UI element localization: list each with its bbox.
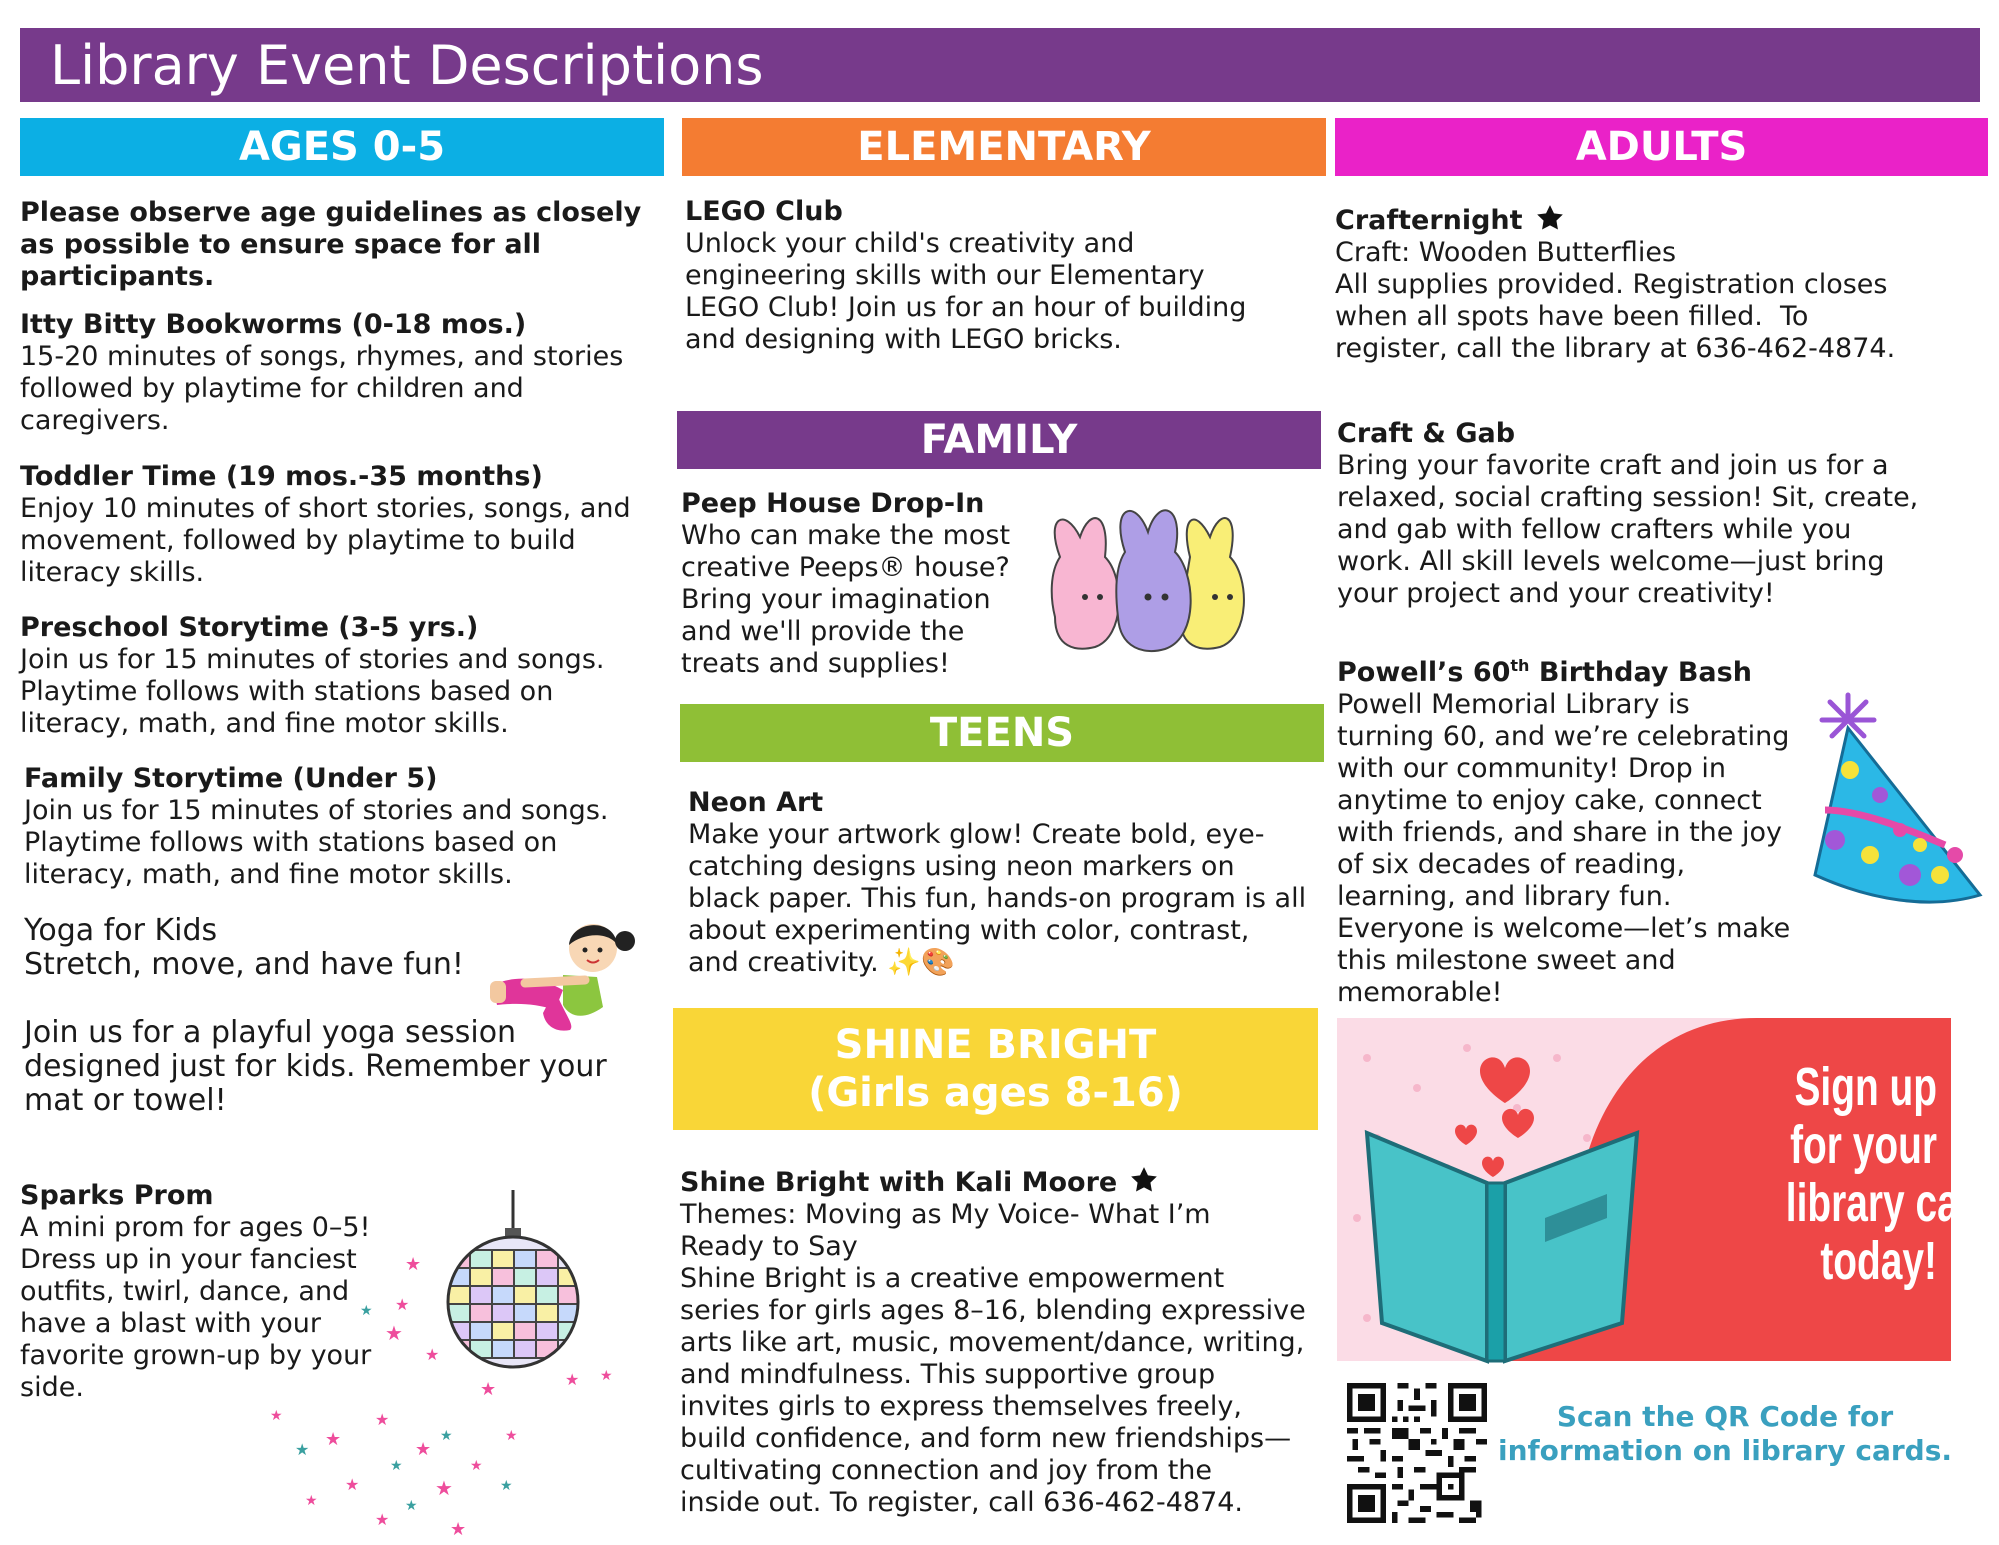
svg-text:★: ★ bbox=[345, 1475, 360, 1494]
qr-code-caption: Scan the QR Code for information on library cards. bbox=[1497, 1400, 1953, 1467]
event-itty-bitty: Itty Bitty Bookworms (0-18 mos.) 15-20 minutes of songs, rhymes, and stories followed by playtime for children and caregivers. bbox=[20, 309, 660, 437]
promo-text: Sign up for your library card today! bbox=[1785, 1057, 1998, 1291]
event-title: Neon Art bbox=[688, 787, 824, 818]
event-title: Peep House Drop-In bbox=[681, 488, 985, 519]
peeps-bunnies-illustration bbox=[1040, 497, 1285, 657]
event-title: Preschool Storytime (3-5 yrs.) bbox=[20, 612, 479, 643]
section-header-adults: ADULTS bbox=[1335, 118, 1988, 176]
party-hat-illustration bbox=[1810, 690, 1990, 910]
library-card-promo[interactable] bbox=[1337, 1018, 1998, 1361]
event-peep-house: Peep House Drop-In Who can make the most creative Peeps® house? Bring your imagination and we'll provide the treats and supplies! bbox=[681, 488, 1041, 680]
event-title: Crafternight bbox=[1335, 204, 1985, 237]
section-header-family: FAMILY bbox=[677, 411, 1321, 469]
age-guidelines-note: Please observe age guidelines as closely as possible to ensure space for all participants. bbox=[20, 197, 642, 292]
svg-text:★: ★ bbox=[375, 1410, 390, 1429]
yoga-girl-illustration bbox=[485, 915, 645, 1040]
event-family-storytime: Family Storytime (Under 5) Join us for 15 minutes of stories and songs. Playtime follows with stations based on literacy, math, and fine motor skills. bbox=[24, 763, 664, 891]
svg-text:★: ★ bbox=[295, 1440, 310, 1459]
svg-text:★: ★ bbox=[425, 1345, 440, 1364]
svg-text:★: ★ bbox=[395, 1295, 410, 1314]
section-header-ages: AGES 0-5 bbox=[20, 118, 664, 176]
svg-text:★: ★ bbox=[500, 1478, 513, 1494]
svg-text:★: ★ bbox=[505, 1428, 518, 1444]
event-title: Itty Bitty Bookworms (0-18 mos.) bbox=[20, 309, 527, 340]
event-craft-and-gab: Craft & Gab Bring your favorite craft and join us for a relaxed, social crafting session! Sit, create, and gab with fellow crafters while you work. All skill levels welcome—just bring your project and your creativity! bbox=[1337, 418, 1987, 610]
svg-text:★: ★ bbox=[360, 1303, 373, 1319]
svg-text:★: ★ bbox=[325, 1429, 342, 1450]
svg-text:★: ★ bbox=[305, 1493, 318, 1509]
page-title: Library Event Descriptions bbox=[50, 34, 764, 97]
event-toddler-time: Toddler Time (19 mos.-35 months) Enjoy 10 minutes of short stories, songs, and movement, followed by playtime to build literacy skills. bbox=[20, 461, 660, 589]
event-neon-art: Neon Art Make your artwork glow! Create bold, eye- catching designs using neon markers on black paper. This fun, hands-on program is all about experimenting with color, contrast, and creativity. ✨🎨 bbox=[688, 787, 1328, 979]
svg-text:★: ★ bbox=[600, 1368, 613, 1384]
star-icon bbox=[1535, 204, 1565, 232]
event-birthday-bash: Powell’s 60th Birthday Bash Powell Memorial Library is turning 60, and we’re celebrating with our community! Drop in anytime to enjoy cake, connect with friends, and share in the joy of six decades of reading, learning, and library fun. Everyone is welcome—let’s make this milestone sweet and memorable! bbox=[1337, 650, 1817, 1009]
svg-text:★: ★ bbox=[375, 1510, 390, 1529]
title-bar bbox=[20, 28, 1980, 102]
section-header-elementary: ELEMENTARY bbox=[682, 118, 1326, 176]
event-shine-bright: Shine Bright with Kali Moore Themes: Moving as My Voice- What I’m Ready to Say Shine Bright is a creative empowerment series for girls ages 8–16, blending expressive arts like art, music, movement/dance, writing, and mindfulness. This supportive group invites girls to express themselves freely, build confidence, and form new friendships— cultivating connection and joy from the inside out. To register, call 636-462-4874. bbox=[680, 1166, 1330, 1519]
svg-text:★: ★ bbox=[480, 1379, 497, 1400]
svg-text:★: ★ bbox=[270, 1408, 283, 1424]
event-preschool-storytime: Preschool Storytime (3-5 yrs.) Join us for 15 minutes of stories and songs. Playtime follows with stations based on literacy, math, and fine motor skills. bbox=[20, 612, 660, 740]
event-title: Toddler Time (19 mos.-35 months) bbox=[20, 461, 543, 492]
event-lego-club: LEGO Club Unlock your child's creativity and engineering skills with our Elementary LEGO Club! Join us for an hour of building and designing with LEGO bricks. bbox=[685, 196, 1325, 356]
star-icon bbox=[1129, 1166, 1159, 1194]
svg-text:★: ★ bbox=[390, 1458, 403, 1474]
svg-text:★: ★ bbox=[565, 1370, 580, 1389]
svg-text:★: ★ bbox=[405, 1254, 422, 1275]
svg-text:★: ★ bbox=[440, 1428, 453, 1444]
svg-text:★: ★ bbox=[405, 1498, 418, 1514]
event-title: LEGO Club bbox=[685, 196, 843, 227]
event-title: Shine Bright with Kali Moore bbox=[680, 1166, 1330, 1199]
svg-text:★: ★ bbox=[385, 1321, 403, 1345]
svg-text:★: ★ bbox=[415, 1439, 432, 1460]
event-crafternight: Crafternight Craft: Wooden Butterflies All supplies provided. Registration closes when all spots have been filled. To register, call the library at 636-462-4874. bbox=[1335, 204, 1985, 365]
event-yoga-for-kids: Yoga for Kids Stretch, move, and have fun! Join us for a playful yoga session designed just for kids. Remember your mat or towel! bbox=[24, 914, 664, 1118]
event-title: Powell’s 60th Birthday Bash bbox=[1337, 656, 1752, 688]
disco-ball-illustration bbox=[265, 1190, 625, 1540]
event-title: Family Storytime (Under 5) bbox=[24, 763, 438, 794]
event-title: Sparks Prom bbox=[20, 1180, 214, 1211]
qr-code[interactable] bbox=[1347, 1383, 1487, 1523]
svg-text:★: ★ bbox=[470, 1458, 483, 1474]
event-sparks-prom: Sparks Prom A mini prom for ages 0–5! Dress up in your fanciest outfits, twirl, dance, and have a blast with your favorite grown-up by your side. bbox=[20, 1180, 420, 1404]
section-header-shine-bright: SHINE BRIGHT (Girls ages 8-16) bbox=[673, 1008, 1318, 1130]
section-header-teens: TEENS bbox=[680, 704, 1324, 762]
event-title: Craft & Gab bbox=[1337, 418, 1516, 449]
svg-text:★: ★ bbox=[435, 1476, 453, 1500]
event-title: Yoga for Kids bbox=[24, 913, 218, 948]
svg-text:★: ★ bbox=[450, 1519, 467, 1540]
